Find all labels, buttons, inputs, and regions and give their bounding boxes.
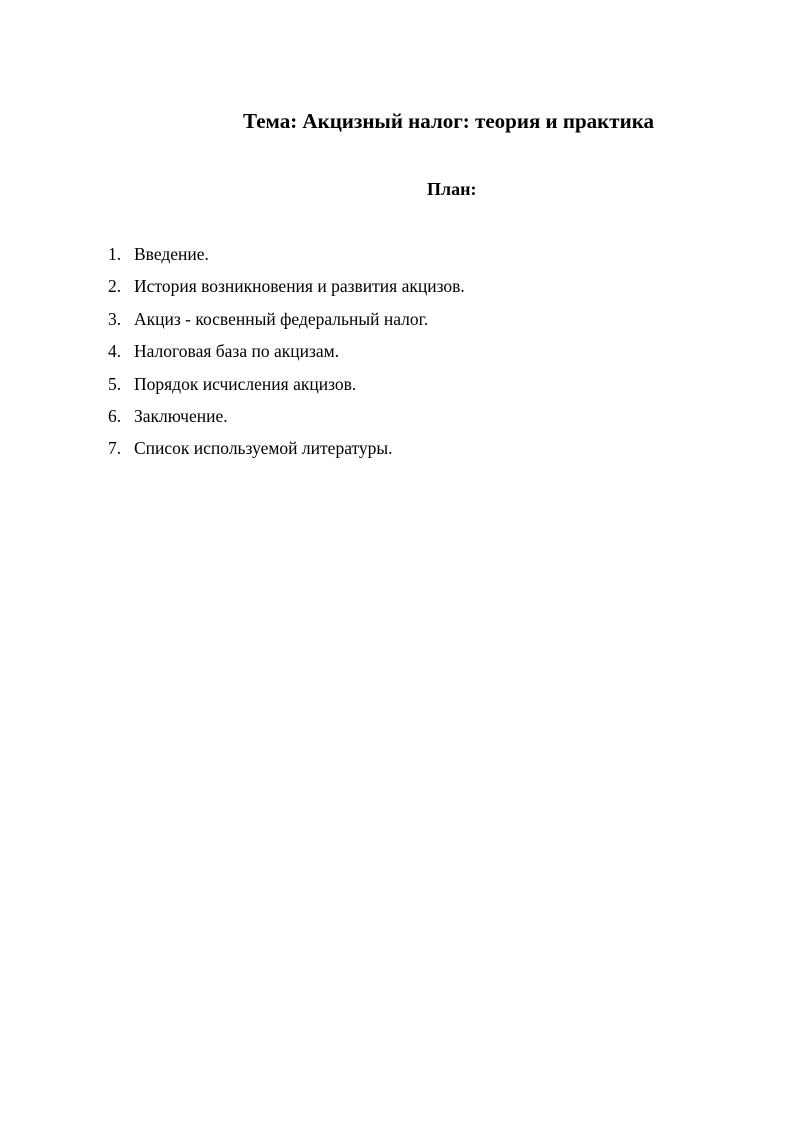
document-title: Тема: Акцизный налог: теория и практика <box>243 109 654 133</box>
plan-item-number: 4. <box>108 341 122 362</box>
plan-item-number: 7. <box>108 438 122 459</box>
plan-item-text: Введение. <box>134 244 209 264</box>
plan-list <box>108 242 465 469</box>
plan-item-number: 5. <box>108 373 122 394</box>
plan-item <box>108 404 465 436</box>
plan-item-text: Акциз - косвенный федеральный налог. <box>134 308 429 329</box>
plan-item <box>108 307 465 339</box>
plan-item <box>108 372 465 404</box>
plan-item-text: Заключение. <box>134 405 228 426</box>
plan-item <box>108 436 465 468</box>
plan-item <box>108 274 465 306</box>
plan-item-text: Порядок исчисления акцизов. <box>134 373 357 394</box>
plan-item-number: 2. <box>108 276 122 297</box>
plan-item-number: 6. <box>108 405 122 426</box>
plan-heading: План: <box>427 179 477 199</box>
plan-item <box>108 242 465 274</box>
plan-item-text: Налоговая база по акцизам. <box>134 341 340 362</box>
plan-item-number: 1. <box>108 244 122 264</box>
plan-item-number: 3. <box>108 308 122 329</box>
plan-item <box>108 339 465 371</box>
plan-item-text: Список используемой литературы. <box>134 438 393 459</box>
plan-item-text: История возникновения и развития акцизов. <box>134 276 465 297</box>
